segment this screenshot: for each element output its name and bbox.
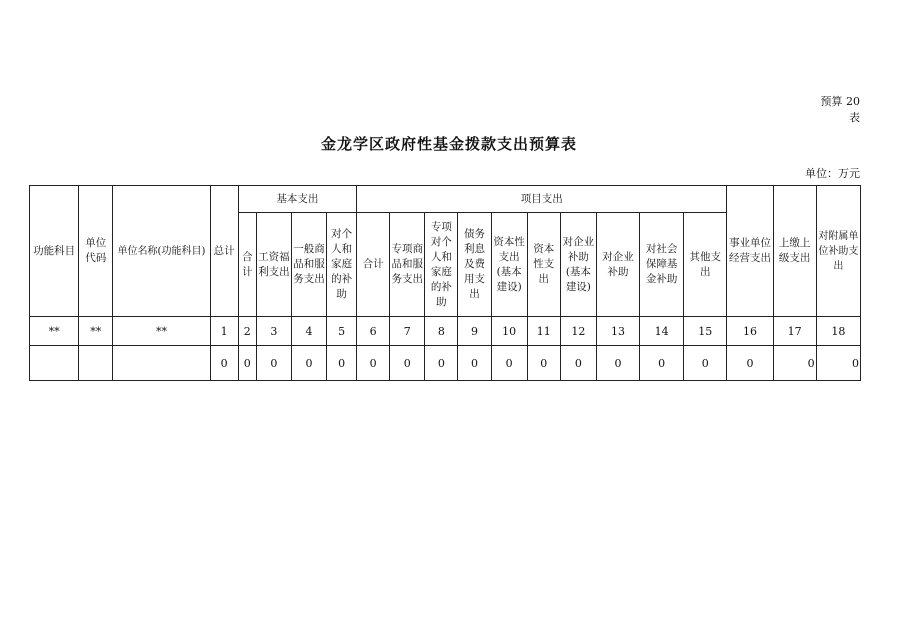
- header-project-debt-interest: 债务利息及费用支出: [458, 213, 491, 317]
- header-affiliate-subsidy: 对附属单位补助支出: [816, 186, 860, 317]
- index-cell: 7: [390, 317, 425, 346]
- header-total: 总计: [210, 186, 238, 317]
- value-cell: [79, 346, 113, 381]
- value-cell: 0: [816, 346, 860, 381]
- index-cell: **: [30, 317, 79, 346]
- index-cell: **: [113, 317, 210, 346]
- value-cell: 0: [684, 346, 727, 381]
- header-project-other: 其他支出: [684, 213, 727, 317]
- index-cell: 12: [560, 317, 596, 346]
- page-reference-line2: 表: [849, 111, 860, 124]
- unit-label: 单位：万元: [805, 167, 860, 180]
- value-cell: 0: [238, 346, 256, 381]
- value-cell: 0: [327, 346, 357, 381]
- index-cell: 4: [291, 317, 326, 346]
- header-project-enterprise-basic: 对企业补助(基本建设): [560, 213, 596, 317]
- header-group-project: 项目支出: [357, 186, 727, 213]
- header-project-special-goods: 专项商品和服务支出: [390, 213, 425, 317]
- value-cell: 0: [458, 346, 491, 381]
- header-project-capital-basic: 资本性支出(基本建设): [491, 213, 527, 317]
- page-reference: [821, 94, 861, 126]
- index-cell: 15: [684, 317, 727, 346]
- index-cell: 1: [210, 317, 238, 346]
- value-cell: 0: [390, 346, 425, 381]
- page-reference-line1: 预算 20: [820, 95, 860, 108]
- index-cell: **: [79, 317, 113, 346]
- index-cell: 16: [727, 317, 773, 346]
- value-cell: 0: [256, 346, 291, 381]
- index-cell: 2: [238, 317, 256, 346]
- page-title: 金龙学区政府性基金拨款支出预算表: [320, 135, 577, 153]
- index-cell: 13: [596, 317, 639, 346]
- header-unit-name: 单位名称(功能科目): [113, 186, 210, 317]
- header-basic-wages: 工资福利支出: [256, 213, 291, 317]
- value-cell: 0: [640, 346, 684, 381]
- index-cell: 17: [773, 317, 816, 346]
- header-unit-code: 单位代码: [79, 186, 113, 317]
- value-cell: [113, 346, 210, 381]
- header-project-social-security: 对社会保障基金补助: [640, 213, 684, 317]
- value-cell: 0: [210, 346, 238, 381]
- value-cell: 0: [491, 346, 527, 381]
- value-cell: 0: [596, 346, 639, 381]
- index-cell: 3: [256, 317, 291, 346]
- table-row: [30, 346, 861, 381]
- budget-table: [29, 185, 861, 381]
- index-row: [30, 317, 861, 346]
- value-cell: 0: [291, 346, 326, 381]
- header-basic-goods: 一般商品和服务支出: [291, 213, 326, 317]
- header-upper-payment: 上缴上级支出: [773, 186, 816, 317]
- index-cell: 9: [458, 317, 491, 346]
- index-cell: 14: [640, 317, 684, 346]
- header-business-ops: 事业单位经营支出: [727, 186, 773, 317]
- header-project-capital: 资本性支出: [527, 213, 560, 317]
- value-cell: 0: [527, 346, 560, 381]
- value-cell: 0: [773, 346, 816, 381]
- header-project-special-personal: 专项对个人和家庭的补助: [425, 213, 458, 317]
- index-cell: 18: [816, 317, 860, 346]
- header-group-basic: 基本支出: [238, 186, 356, 213]
- header-func-subject: 功能科目: [30, 186, 79, 317]
- header-basic-personal: 对个人和家庭的补助: [327, 213, 357, 317]
- value-cell: [30, 346, 79, 381]
- header-project-enterprise: 对企业补助: [596, 213, 639, 317]
- value-cell: 0: [357, 346, 390, 381]
- index-cell: 11: [527, 317, 560, 346]
- header-basic-subtotal: 合计: [238, 213, 256, 317]
- value-cell: 0: [425, 346, 458, 381]
- index-cell: 10: [491, 317, 527, 346]
- index-cell: 5: [327, 317, 357, 346]
- index-cell: 6: [357, 317, 390, 346]
- index-cell: 8: [425, 317, 458, 346]
- value-cell: 0: [727, 346, 773, 381]
- value-cell: 0: [560, 346, 596, 381]
- header-project-subtotal: 合计: [357, 213, 390, 317]
